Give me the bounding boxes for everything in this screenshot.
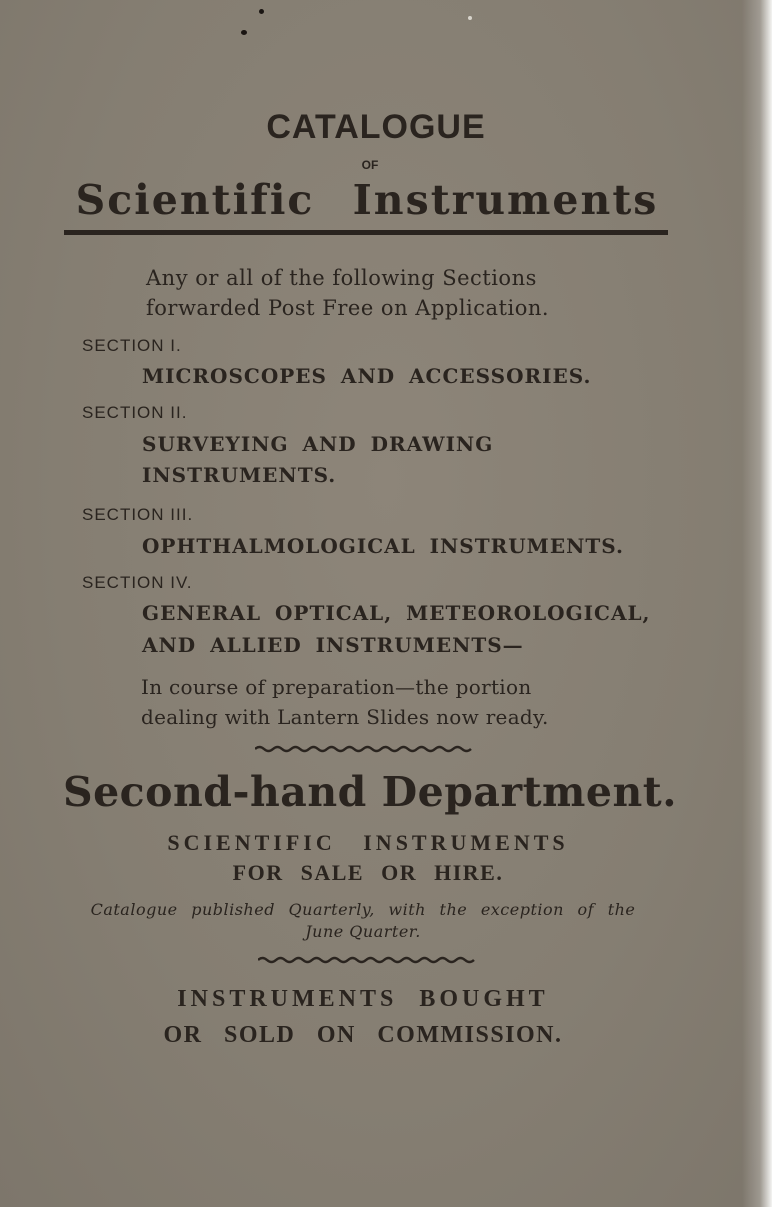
wavy-divider	[255, 744, 473, 754]
footer-line-2: OR SOLD ON COMMISSION.	[163, 1022, 563, 1048]
preparation-line-2: dealing with Lantern Slides now ready.	[141, 705, 549, 729]
preparation-line-1: In course of preparation—the portion	[141, 675, 532, 699]
quarterly-note-line-2: June Quarter.	[305, 922, 421, 941]
catalogue-heading: CATALOGUE	[266, 108, 486, 146]
section-2-title-line-1: SURVEYING AND DRAWING	[142, 432, 494, 456]
scientific-instruments-title: Scientific Instruments	[75, 176, 659, 224]
section-1-title: MICROSCOPES AND ACCESSORIES.	[142, 364, 592, 388]
pin-hole	[468, 16, 472, 20]
second-hand-line-1: SCIENTIFIC INSTRUMENTS	[167, 830, 569, 855]
second-hand-title: Second-hand Department.	[62, 768, 678, 816]
quarterly-note-line-1: Catalogue published Quarterly, with the exception of the	[90, 900, 636, 919]
section-2-label: SECTION II.	[82, 403, 188, 422]
section-1-label: SECTION I.	[82, 336, 182, 355]
second-hand-line-2: FOR SALE OR HIRE.	[232, 860, 504, 885]
section-2-title-line-2: INSTRUMENTS.	[142, 463, 337, 487]
section-3-title: OPHTHALMOLOGICAL INSTRUMENTS.	[142, 534, 624, 558]
of-word: OF	[361, 158, 379, 172]
pin-hole	[259, 9, 264, 14]
section-3-label: SECTION III.	[82, 505, 194, 524]
intro-line-2: forwarded Post Free on Application.	[146, 296, 550, 320]
pin-hole	[241, 30, 247, 35]
title-rule	[64, 230, 668, 235]
section-4-title-line-1: GENERAL OPTICAL, METEOROLOGICAL,	[142, 601, 651, 625]
section-4-title-line-2: AND ALLIED INSTRUMENTS—	[142, 633, 524, 657]
intro-line-1: Any or all of the following Sections	[146, 266, 537, 290]
footer-line-1: INSTRUMENTS BOUGHT	[177, 986, 549, 1012]
section-4-label: SECTION IV.	[82, 573, 193, 592]
wavy-divider	[258, 955, 476, 965]
